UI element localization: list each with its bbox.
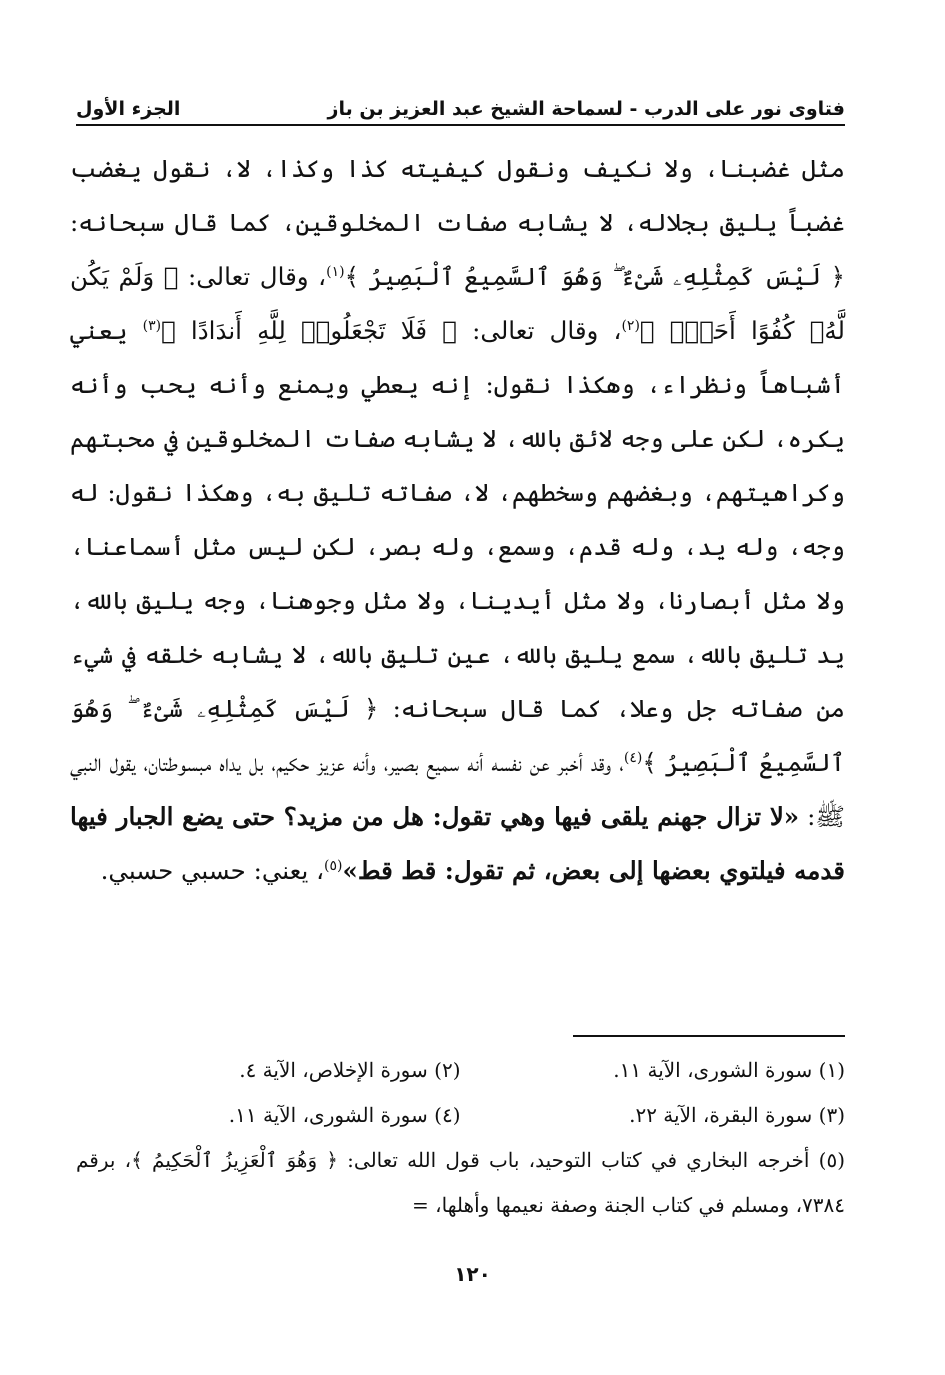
footnote-mark: (٣)	[142, 317, 162, 334]
quran-verse: ﴿ فَلَا تَجْعَلُوا۟ لِلَّهِ أَندَادًا ﴾	[161, 316, 457, 345]
footnote-5: (٥) أخرجه البخاري في كتاب التوحيد، باب قول الله تعالى: ﴿ وَهُوَ ٱلْعَزِيزُ ٱلْحَكِيمُ ﴾، برقم ٧٣٨٤، ومسلم في كتاب الجنة وصفة نعيمها وأهلها، =	[76, 1148, 845, 1217]
text-segment: ، يعني: حسبي حسبي.	[100, 856, 325, 885]
footnote-mark: (٤)	[623, 749, 643, 766]
footnote-3: (٣) سورة البقرة، الآية ٢٢.	[629, 1103, 845, 1127]
footnote-1: (١) سورة الشورى، الآية ١١.	[613, 1058, 845, 1082]
text-segment: ، وقال تعالى:	[456, 316, 622, 345]
running-header	[76, 88, 845, 126]
footnote-mark: (٥)	[324, 857, 343, 874]
hadith-quote: «لا تزال جهنم يلقى فيها وهي تقول: هل من مزيد؟ حتى يضع الجبار فيها قدمه فيلتوي بعضها إلى بعض، ثم تقول: قط قط»	[70, 802, 845, 885]
footnote-row	[76, 1048, 845, 1093]
footnotes	[76, 1048, 845, 1228]
quran-verse: ﴿ لَيْسَ كَمِثْلِهِۦ شَىْءٌ ۖ وَهُوَ ٱلسَّمِيعُ ٱلْبَصِيرُ ﴾	[70, 694, 845, 777]
footnote-4: (٤) سورة الشورى، الآية ١١.	[228, 1103, 461, 1127]
text-segment: يعني أشباهاً ونظراء، وهكذا نقول: إنه يعطي ويمنع وأنه يحب وأنه يكره، لكن على وجه لائق بالله، لا يشابه صفات المخلوقين في محبتهم وكراهيتهم، وبغضهم وسخطهم، لا، صفاته تليق به، وهكذا نقول: له وجه، وله يد، وله قدم، وسمع، وله بصر، لكن ليس مثل أسماعنا، ولا مثل أبصارنا، ولا مثل أيدينا، ولا مثل وجوهنا، وجه يليق بالله، يد تليق بالله، سمع يليق بالله، عين تليق بالله، لا يشابه خلقه في شيء من صفاته جل وعلا، كما قال سبحانه:	[70, 316, 845, 723]
quran-verse: ﴿ وَلَمْ يَكُن لَّهُۥ كُفُوًا أَحَدٌۢ ﴾	[70, 262, 846, 345]
footnote-mark: (١)	[326, 263, 345, 280]
header-part: الجزء الأول	[76, 98, 181, 120]
footnote-row	[76, 1093, 845, 1138]
header-book-title: فتاوى نور على الدرب - لسماحة الشيخ عبد العزيز بن باز	[327, 98, 845, 120]
text-segment: مثل غضبنا، ولا نكيف ونقول كيفيته كذا وكذا، لا، نقول يغضب غضباً يليق بجلاله، لا يشابه صفات المخلوقين، كما قال سبحانه:	[70, 154, 845, 237]
footnote-separator	[573, 1035, 845, 1037]
footnote-mark: (٢)	[621, 317, 640, 334]
page-number: ١٢٠	[454, 1262, 491, 1286]
main-text	[70, 142, 845, 898]
footnote-2: (٢) سورة الإخلاص، الآية ٤.	[239, 1058, 461, 1082]
text-segment: ، وقال تعالى:	[178, 262, 327, 291]
paragraph	[70, 142, 845, 898]
quran-verse: ﴿ لَيْسَ كَمِثْلِهِۦ شَىْءٌ ۖ وَهُوَ ٱلسَّمِيعُ ٱلْبَصِيرُ ﴾	[344, 262, 846, 291]
text-segment: ، وقد أخبر عن نفسه أنه سميع بصير، وأنه عزيز حكيم، بل يداه مبسوطتان، يقول النبي ﷺ:	[70, 748, 845, 831]
